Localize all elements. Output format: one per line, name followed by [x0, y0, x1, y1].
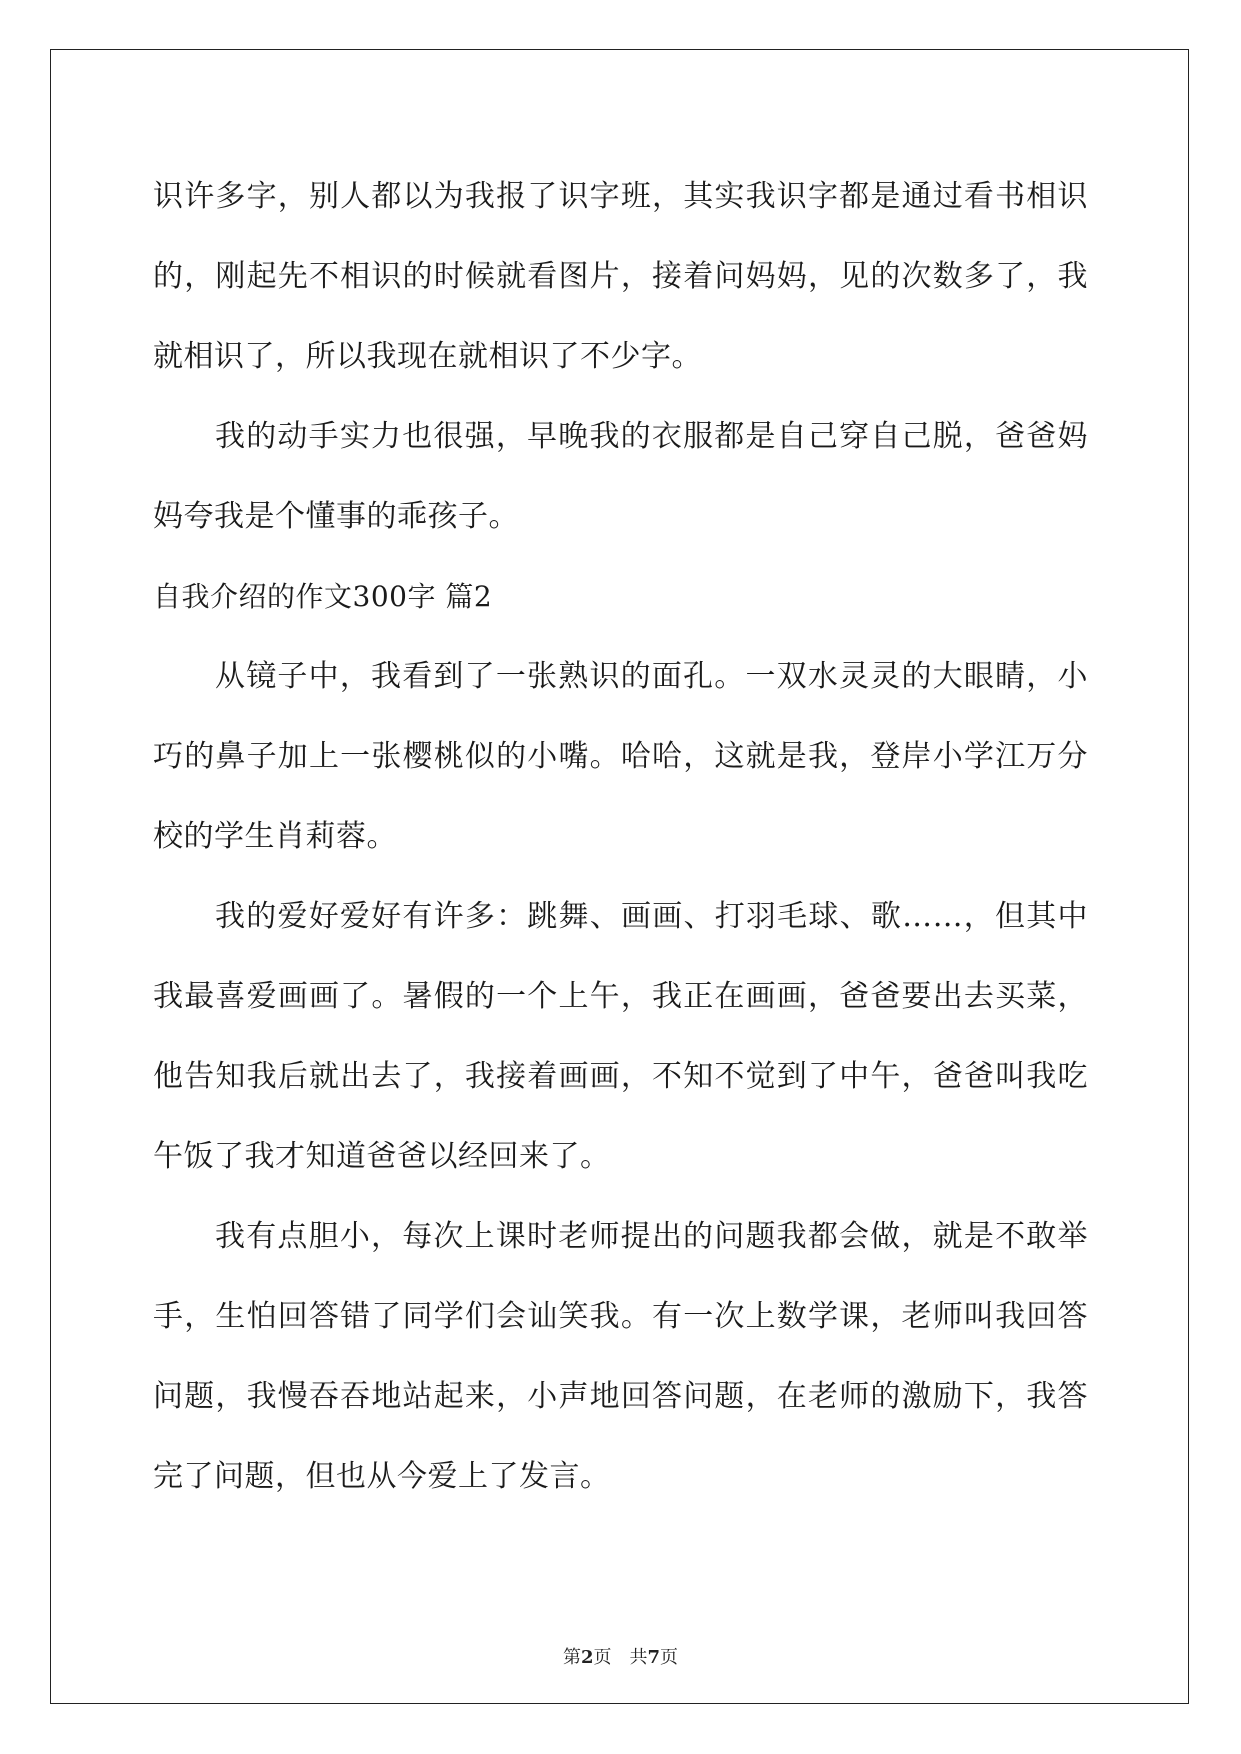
page-total: 7 — [647, 1647, 661, 1668]
total-prefix: 共 — [629, 1647, 648, 1668]
paragraph-1: 识许多字，别人都以为我报了识字班，其实我识字都是通过看书相识的，刚起先不相识的时候就看图片，接着问妈妈，见的次数多了，我就相识了，所以我现在就相识了不少字。 — [153, 179, 1088, 374]
paragraph-2: 我的动手实力也很强，早晚我的衣服都是自己穿自己脱，爸爸妈妈夸我是个懂事的乖孩子。 — [153, 419, 1088, 534]
section-paragraph-1: 从镜子中，我看到了一张熟识的面孔。一双水灵灵的大眼睛，小巧的鼻子加上一张樱桃似的小嘴。哈哈，这就是我，登岸小学江万分校的学生肖莉蓉。 — [153, 659, 1088, 854]
page-prefix: 第 — [562, 1647, 581, 1668]
section-paragraph-2: 我的爱好爱好有许多：跳舞、画画、打羽毛球、歌……，但其中我最喜爱画画了。暑假的一个上午，我正在画画，爸爸要出去买菜，他告知我后就出去了，我接着画画，不知不觉到了中午，爸爸叫我吃午饭了我才知道爸爸以经回来了。 — [153, 899, 1088, 1174]
page-footer — [0, 1646, 1241, 1670]
document-body — [153, 157, 1088, 1517]
page-current: 2 — [580, 1647, 594, 1668]
section-paragraph-3: 我有点胆小，每次上课时老师提出的问题我都会做，就是不敢举手，生怕回答错了同学们会讪笑我。有一次上数学课，老师叫我回答问题，我慢吞吞地站起来，小声地回答问题，在老师的激励下，我答完了问题，但也从今爱上了发言。 — [153, 1219, 1088, 1494]
section-heading: 自我介绍的作文300字 篇2 — [153, 580, 493, 613]
total-unit: 页 — [660, 1647, 679, 1668]
page-unit: 页 — [593, 1647, 612, 1668]
